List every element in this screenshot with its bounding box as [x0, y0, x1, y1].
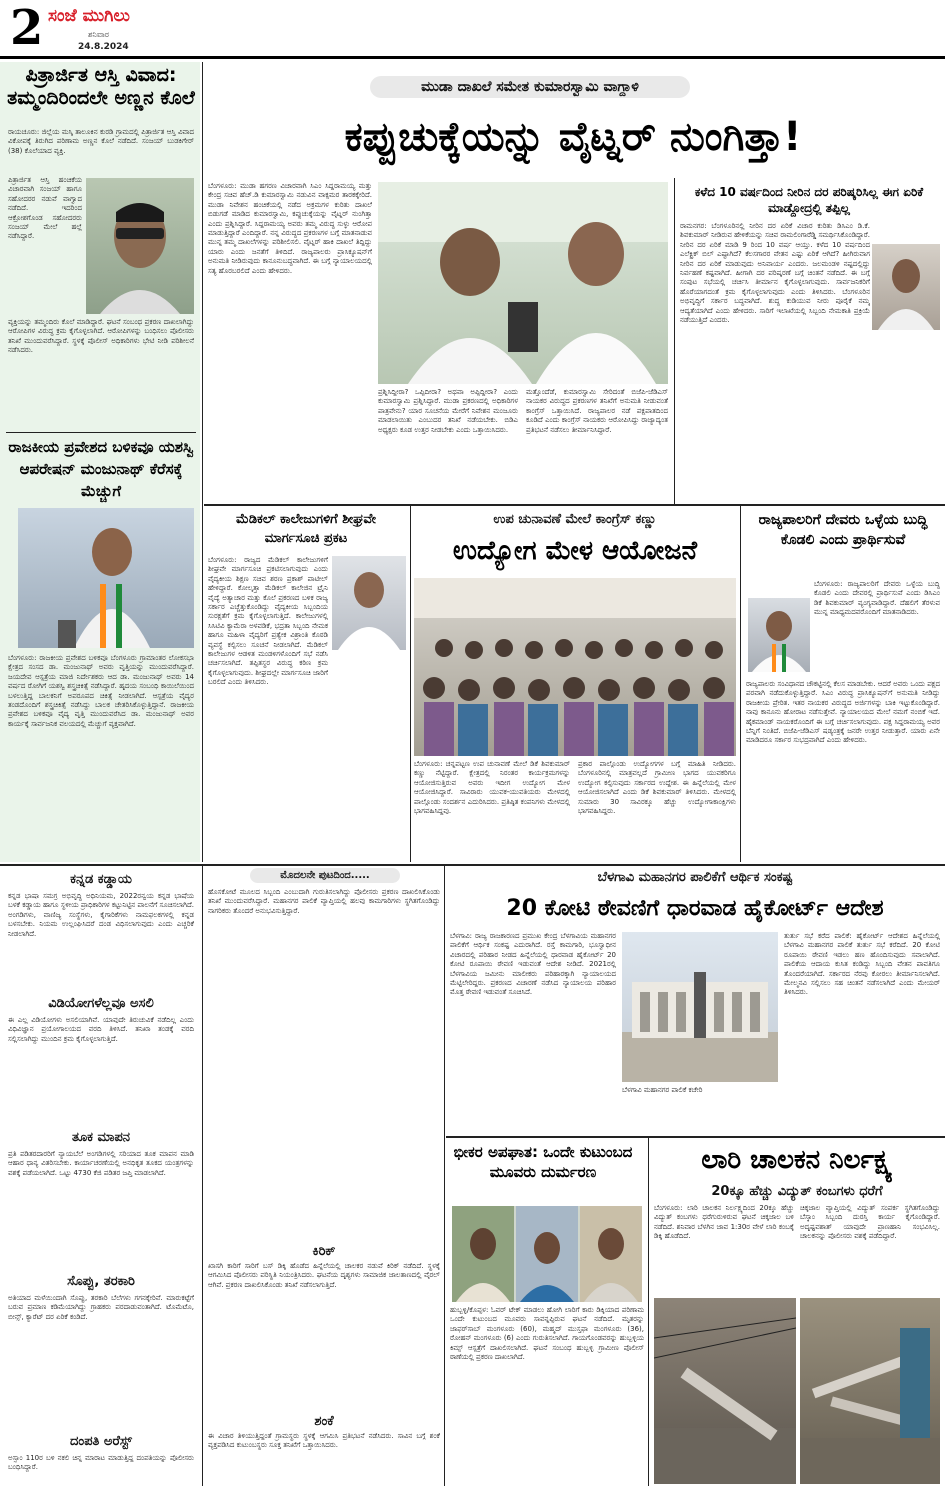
page-number: 2 — [10, 0, 44, 56]
article-body: ಈ ವಿಚಾರ ತಿಳಿಯುತ್ತಿದ್ದಂತೆ ಗ್ರಾಮಸ್ಥರು ಸ್ಥಳಕ್ಕೆ ಆಗಮಿಸಿ ಪ್ರತಿಭಟನೆ ನಡೆಸಿದರು. ಸಾವಿನ ಬಗ್ಗೆ ಶಂಕೆ ವ್ಯಕ್ತಪಡಿಸಿದ ಕುಟುಂಬಸ್ಥರು ಸೂಕ್ತ ತನಿಖೆಗೆ ಒತ್ತಾಯಿಸಿದರು. — [208, 1432, 440, 1450]
article-body: ಬೆಂಗಳೂರು: ಮುಡಾ ಹಗರಣ ವಿಚಾರವಾಗಿ ಸಿಎಂ ಸಿದ್ದರಾಮಯ್ಯ ಮತ್ತು ಕೇಂದ್ರ ಸಚಿವ ಹೆಚ್.ಡಿ ಕುಮಾರಸ್ವಾಮಿ ನಡುವಿನ ವಾಕ್ಸಮರ ತಾರಕಕ್ಕೇರಿದೆ. ಮುಡಾ ನಿವೇಶನ ಹಂಚಿಕೆಯಲ್ಲಿ ನಡೆದ ಅಕ್ರಮಗಳ ಕುರಿತು ದಾಖಲೆ ಬಿಡುಗಡೆ ಮಾಡಿದ ಕುಮಾರಸ್ವಾಮಿ, ಕಪ್ಪುಚುಕ್ಕೆಯನ್ನು ವೈಟ್ನರ್ ನುಂಗಿತ್ತಾ ಎಂದು ಪ್ರಶ್ನಿಸಿದ್ದಾರೆ. ಸಿದ್ದರಾಮಯ್ಯ ಅವರು ತಮ್ಮ ವಿರುದ್ಧ ಸುಳ್ಳು ಆರೋಪ ಮಾಡುತ್ತಿದ್ದಾರೆ ಎಂದಿದ್ದಾರೆ. ನನ್ನ ವಿರುದ್ಧದ ಪ್ರಕರಣಗಳ ಬಗ್ಗೆ ಮಾತನಾಡುವ ಮುನ್ನ ತಮ್ಮ ದಾಖಲೆಗಳನ್ನು ಪರಿಶೀಲಿಸಲಿ. ವೈಟ್ನರ್ ಹಾಕಿ ದಾಖಲೆ ತಿದ್ದಿದ್ದು ಯಾರು ಎಂದು ಜನತೆಗೆ ತಿಳಿದಿದೆ. ರಾಜ್ಯಪಾಲರು ಪ್ರಾಸಿಕ್ಯೂಷನ್‌ಗೆ ಅನುಮತಿ ನೀಡಿರುವುದು ಕಾನೂನುಬದ್ಧವಾಗಿದೆ. ಈ ಬಗ್ಗೆ ನ್ಯಾಯಾಲಯದಲ್ಲಿ ಸತ್ಯ ಹೊರಬರಲಿದೆ ಎಂದು ಹೇಳಿದರು. — [208, 182, 372, 275]
crowd-illustration — [414, 578, 736, 756]
lead-photo-illustration — [378, 182, 668, 384]
medical-headline: ಮೆಡಿಕಲ್ ಕಾಲೇಜುಗಳಿಗೆ ಶೀಘ್ರವೇ ಮಾರ್ಗಸೂಚಿ ಪ್ರಕಟ — [235, 512, 377, 546]
article-body: ಹೊಸಕೋಟೆ ಮೂಲದ ಸಿಬ್ಬಂದಿ ಎಂಬುದಾಗಿ ಗುರುತಿಸಲಾಗಿದ್ದು ಪೊಲೀಸರು ಪ್ರಕರಣ ದಾಖಲಿಸಿಕೊಂಡು ತನಿಖೆ ಮುಂದುವರೆಸಿದ್ದಾರೆ. ಮಹಾನಗರ ಪಾಲಿಕೆ ವ್ಯಾಪ್ತಿಯಲ್ಲಿ ಹಲವು ಕಾಮಗಾರಿಗಳು ಸ್ಥಗಿತಗೊಂಡಿದ್ದು ನಾಗರಿಕರು ತೊಂದರೆ ಅನುಭವಿಸುತ್ತಿದ್ದಾರೆ. — [208, 888, 440, 915]
subheading-weights: ತೂಕ ಮಾಪನ — [71, 1130, 131, 1145]
dks-illustration — [748, 598, 810, 672]
belagavi-kicker: ಬೆಳಗಾವಿ ಮಹಾನಗರ ಪಾಲಿಕೆಗೆ ಆರ್ಥಿಕ ಸಂಕಷ್ಟ — [597, 870, 793, 885]
article-body: ಬೆಂಗಳೂರು: ರಾಜ್ಯದ ಮೆಡಿಕಲ್ ಕಾಲೇಜುಗಳಿಗೆ ಶೀಘ್ರವೇ ಮಾರ್ಗಸೂಚಿ ಪ್ರಕಟಿಸಲಾಗುವುದು ಎಂದು ವೈದ್ಯಕೀಯ ಶಿಕ್ಷಣ ಸಚಿವ ಶರಣ ಪ್ರಕಾಶ್ ಪಾಟೀಲ್ ಹೇಳಿದ್ದಾರೆ. ಕೋಲ್ಕತ್ತಾ ಮೆಡಿಕಲ್ ಕಾಲೇಜಿನ ಟ್ರೈನಿ ವೈದ್ಯೆ ಅತ್ಯಾಚಾರ ಮತ್ತು ಕೊಲೆ ಪ್ರಕರಣದ ಬಳಿಕ ರಾಜ್ಯ ಸರ್ಕಾರ ಎಚ್ಚೆತ್ತುಕೊಂಡಿದ್ದು ವೈದ್ಯಕೀಯ ಸಿಬ್ಬಂದಿಯ ಸುರಕ್ಷತೆಗೆ ಕ್ರಮ ಕೈಗೊಳ್ಳಲಾಗುತ್ತಿದೆ. ಕಾಲೇಜುಗಳಲ್ಲಿ ಸಿಸಿಟಿವಿ ಕ್ಯಾಮೆರಾ ಅಳವಡಿಕೆ, ಭದ್ರತಾ ಸಿಬ್ಬಂದಿ ನೇಮಕ ಹಾಗೂ ಮಹಿಳಾ ವೈದ್ಯರಿಗೆ ಪ್ರತ್ಯೇಕ ವಿಶ್ರಾಂತಿ ಕೊಠಡಿ ವ್ಯವಸ್ಥೆ ಕಲ್ಪಿಸಲು ಸೂಚನೆ ನೀಡಲಾಗಿದೆ. ಮೆಡಿಕಲ್ ಕಾಲೇಜುಗಳ ಆಡಳಿತ ಮಂಡಳಿಗಳೊಂದಿಗೆ ಸಭೆ ನಡೆಸಿ ಚರ್ಚಿಸಲಾಗಿದೆ. ತಪ್ಪಿತಸ್ಥರ ವಿರುದ್ಧ ಕಠಿಣ ಕ್ರಮ ಕೈಗೊಳ್ಳಲಾಗುವುದು. ಶೀಘ್ರದಲ್ಲೇ ಮಾರ್ಗಸೂಚಿ ಜಾರಿಗೆ ಬರಲಿದೆ ಎಂದು ತಿಳಿಸಿದರು. — [208, 556, 328, 687]
article-body: ಬೆಂಗಳೂರು: ಚನ್ನಪಟ್ಟಣ ಉಪ ಚುನಾವಣೆ ಮೇಲೆ ಡಿಕೆ ಶಿವಕುಮಾರ್ ಕಣ್ಣು ನೆಟ್ಟಿದ್ದಾರೆ. ಕ್ಷೇತ್ರದಲ್ಲಿ ನಿರಂತರ ಕಾರ್ಯಕ್ರಮಗಳನ್ನು ಆಯೋಜಿಸುತ್ತಿರುವ ಅವರು ಇದೀಗ ಉದ್ಯೋಗ ಮೇಳ ಆಯೋಜಿಸಿದ್ದಾರೆ. ಸಾವಿರಾರು ಯುವಕ-ಯುವತಿಯರು ಮೇಳದಲ್ಲಿ ಪಾಲ್ಗೊಂಡು ಸಂದರ್ಶನ ಎದುರಿಸಿದರು. ಪ್ರತಿಷ್ಠಿತ ಕಂಪನಿಗಳು ಮೇಳದಲ್ಲಿ ಭಾಗವಹಿಸಿದ್ದವು. — [414, 760, 570, 816]
governor-headline: ರಾಜ್ಯಪಾಲರಿಗೆ ದೇವರು ಒಳ್ಳೆಯ ಬುದ್ಧಿ ಕೊಡಲಿ ಎಂದು ಪ್ರಾರ್ಥಿಸುವೆ — [758, 512, 928, 548]
article-body: ಖಾಸಗಿ ಕಾರಿಗೆ ಸಾರಿಗೆ ಬಸ್ ಡಿಕ್ಕಿ ಹೊಡೆದ ಹಿನ್ನೆಲೆಯಲ್ಲಿ ಚಾಲಕರ ನಡುವೆ ಕಿರಿಕ್ ನಡೆದಿದೆ. ಸ್ಥಳಕ್ಕೆ ಆಗಮಿಸಿದ ಪೊಲೀಸರು ಪರಿಸ್ಥಿತಿ ನಿಯಂತ್ರಿಸಿದರು. ಘಟನೆಯ ದೃಶ್ಯಗಳು ಸಾಮಾಜಿಕ ಜಾಲತಾಣದಲ್ಲಿ ವೈರಲ್ ಆಗಿವೆ. ಪ್ರಕರಣ ದಾಖಲಿಸಿಕೊಂಡು ತನಿಖೆ ನಡೆಸಲಾಗುತ್ತಿದೆ. — [208, 1262, 440, 1289]
minister-photo — [872, 244, 940, 330]
article-body: ಬೆಂಗಳೂರು: ಲಾರಿ ಚಾಲಕನ ನಿರ್ಲಕ್ಷ್ಯದಿಂದ 20ಕ್ಕೂ ಹೆಚ್ಚು ವಿದ್ಯುತ್ ಕಂಬಗಳು ಧರೆಗುರುಳಿರುವ ಘಟನೆ ಚಿಕ್ಕಜಾಲ ಬಳಿ ನಡೆದಿದೆ. ಶನಿವಾರ ಬೆಳಗಿನ ಜಾವ 1:30ರ ವೇಳೆ ಲಾರಿ ಕಂಬಕ್ಕೆ ಡಿಕ್ಕಿ ಹೊಡೆದಿದೆ. — [654, 1204, 794, 1241]
masthead-date: 24.8.2024 — [78, 42, 129, 52]
kannada-headline: ಕನ್ನಡ ಕಡ್ಡಾಯ — [70, 872, 132, 887]
lorry-subhead: 20ಕ್ಕೂ ಹೆಚ್ಚು ವಿದ್ಯುತ್ ಕಂಬಗಳು ಧರೆಗೆ — [711, 1184, 883, 1199]
article-body: ರಾಜ್ಯಪಾಲರು ಸಂವಿಧಾನದ ಚೌಕಟ್ಟಿನಲ್ಲಿ ಕೆಲಸ ಮಾಡಬೇಕು. ಆದರೆ ಅವರು ಒಂದು ಪಕ್ಷದ ಪರವಾಗಿ ನಡೆದುಕೊಳ್ಳುತ್ತಿದ್ದಾರೆ. ಸಿಎಂ ವಿರುದ್ಧ ಪ್ರಾಸಿಕ್ಯೂಷನ್‌ಗೆ ಅನುಮತಿ ನೀಡಿದ್ದು ರಾಜಕೀಯ ಪ್ರೇರಿತ. ಇತರ ನಾಯಕರ ವಿರುದ್ಧದ ಅರ್ಜಿಗಳನ್ನು ಬಾಕಿ ಇಟ್ಟುಕೊಂಡಿದ್ದಾರೆ. ನಾವು ಕಾನೂನು ಹೋರಾಟ ನಡೆಸುತ್ತೇವೆ. ನ್ಯಾಯಾಲಯದ ಮೇಲೆ ನಮಗೆ ನಂಬಿಕೆ ಇದೆ. ಹೈಕಮಾಂಡ್ ನಾಯಕರೊಂದಿಗೆ ಈ ಬಗ್ಗೆ ಚರ್ಚಿಸಲಾಗುವುದು. ಪಕ್ಷ ಸಿದ್ದರಾಮಯ್ಯ ಅವರ ಬೆನ್ನಿಗೆ ನಿಂತಿದೆ. ಬಿಜೆಪಿ-ಜೆಡಿಎಸ್ ಷಡ್ಯಂತ್ರಕ್ಕೆ ಜನರೇ ಉತ್ತರ ನೀಡುತ್ತಾರೆ. ಯಾರು ಏನೇ ಮಾಡಿದರೂ ಸರ್ಕಾರ ಸುಭದ್ರವಾಗಿದೆ ಎಂದು ಹೇಳಿದರು. — [746, 680, 940, 745]
column-rule — [444, 866, 445, 1486]
lead-headline: ಕಪ್ಪುಚುಕ್ಕೆಯನ್ನು ವೈಟ್ನರ್ ನುಂಗಿತ್ತಾ! — [344, 114, 802, 160]
job-fair-headline: ಉದ್ಯೋಗ ಮೇಳ ಆಯೋಜನೆ — [452, 536, 698, 566]
photo-caption: ಬೆಳಗಾವಿ ಮಹಾನಗರ ಪಾಲಿಕೆ ಕಚೇರಿ — [622, 1086, 703, 1094]
headline: ಪಿತ್ರಾರ್ಜಿತ ಆಸ್ತಿ ವಿವಾದ: ತಮ್ಮಂದಿರಿಂದಲೇ ಅಣ್ಣನ ಕೊಲೆ — [7, 64, 195, 109]
article-body: ಮತ್ತೊಂದೆಡೆ, ಕುಮಾರಸ್ವಾಮಿ ಸೇರಿದಂತೆ ಬಿಜೆಪಿ-ಜೆಡಿಎಸ್ ನಾಯಕರ ವಿರುದ್ಧದ ಪ್ರಕರಣಗಳ ತನಿಖೆಗೆ ಅನುಮತಿ ನೀಡುವಂತೆ ಕಾಂಗ್ರೆಸ್ ಒತ್ತಾಯಿಸಿದೆ. ರಾಜ್ಯಪಾಲರ ನಡೆ ಪಕ್ಷಪಾತದಿಂದ ಕೂಡಿದೆ ಎಂದು ಕಾಂಗ್ರೆಸ್ ನಾಯಕರು ಆರೋಪಿಸಿದ್ದು ರಾಜ್ಯಾದ್ಯಂತ ಪ್ರತಿಭಟನೆ ನಡೆಸಲು ತೀರ್ಮಾನಿಸಿದ್ದಾರೆ. — [526, 388, 668, 434]
article-body: ಪ್ರಕಾರ ಪಾಲ್ಗೊಂಡು ಉದ್ಯೋಗಗಳ ಬಗ್ಗೆ ಮಾಹಿತಿ ನೀಡಿದರು. ಬೆಂಗಳೂರಿನಲ್ಲಿ ಮಾತ್ರವಲ್ಲದೆ ಗ್ರಾಮೀಣ ಭಾಗದ ಯುವಕರಿಗೂ ಉದ್ಯೋಗ ಕಲ್ಪಿಸುವುದು ಸರ್ಕಾರದ ಉದ್ದೇಶ. ಈ ಹಿನ್ನೆಲೆಯಲ್ಲಿ ಮೇಳ ಆಯೋಜಿಸಲಾಗಿದೆ ಎಂದು ಡಿಕೆ ಶಿವಕುಮಾರ್ ತಿಳಿಸಿದರು. ಮೇಳದಲ್ಲಿ ಸುಮಾರು 30 ಸಾವಿರಕ್ಕೂ ಹೆಚ್ಚು ಉದ್ಯೋಗಾಕಾಂಕ್ಷಿಗಳು ಭಾಗವಹಿಸಿದ್ದರು. — [578, 760, 736, 816]
column-rule — [674, 178, 675, 504]
article-body: ಬೆಂಗಳೂರು: ರಾಜ್ಯಪಾಲರಿಗೆ ದೇವರು ಒಳ್ಳೆಯ ಬುದ್ಧಿ ಕೊಡಲಿ ಎಂದು ದೇವರಲ್ಲಿ ಪ್ರಾರ್ಥಿಸುವೆ ಎಂದು ಡಿಸಿಎಂ ಡಿಕೆ ಶಿವಕುಮಾರ್ ವ್ಯಂಗ್ಯವಾಡಿದ್ದಾರೆ. ದೆಹಲಿಗೆ ತೆರಳುವ ಮುನ್ನ ಮಾಧ್ಯಮದವರೊಂದಿಗೆ ಮಾತನಾಡಿದರು. — [814, 580, 940, 617]
medical-minister-illustration — [332, 556, 406, 650]
masthead-day: ಶನಿವಾರ — [88, 30, 110, 39]
article-body: ಅಸ್ಸಾಂ 110ರ ಬಳಿ ನಕಲಿ ಚಿನ್ನ ಮಾರಾಟ ಮಾಡುತ್ತಿದ್ದ ದಂಪತಿಯನ್ನು ಪೊಲೀಸರು ಬಂಧಿಸಿದ್ದಾರೆ. — [8, 1454, 194, 1472]
fallen-poles-photo-2 — [800, 1298, 940, 1484]
article-body: ರಾಯಚೂರು: ಜಿಲ್ಲೆಯ ಮಸ್ಕಿ ತಾಲೂಕಿನ ಕುರಡಿ ಗ್ರಾಮದಲ್ಲಿ ಪಿತ್ರಾರ್ಜಿತ ಆಸ್ತಿ ವಿವಾದ ವಿಕೋಪಕ್ಕೆ ತಿರುಗಿದ ಪರಿಣಾಮ ಅಣ್ಣನ ಕೊಲೆ ನಡೆದಿದೆ. ಸಂಜಯ್ ಬುಡಕಿಗೇರ್ (38) ಕೊಲೆಯಾದ ವ್ಯಕ್ತಿ. — [8, 128, 194, 155]
column-rule — [202, 62, 203, 862]
article-body: ಹುಬ್ಬಳ್ಳಿ/ಕೊಪ್ಪಳ: ಓವರ್ ಟೇಕ್ ಮಾಡಲು ಹೋಗಿ ಲಾರಿಗೆ ಕಾರು ಡಿಕ್ಕಿಯಾದ ಪರಿಣಾಮ ಒಂದೇ ಕುಟುಂಬದ ಮೂವರು ಸಾವನ್ನಪ್ಪಿರುವ ಘಟನೆ ನಡೆದಿದೆ. ಮೃತರನ್ನು ಜಾಫರ್‌ಸಾಬ್ ಮಂಗಳೂರು (60), ಮಹ್ಮದ್ ಮುಸ್ತಫಾ ಮಂಗಳೂರು (36), ರೋಹನ್ ಮಂಗಳೂರು (6) ಎಂದು ಗುರುತಿಸಲಾಗಿದೆ. ಗಾಯಗೊಂಡವರನ್ನು ಹುಬ್ಬಳ್ಳಿಯ ಕಿಮ್ಸ್ ಆಸ್ಪತ್ರೆಗೆ ದಾಖಲಿಸಲಾಗಿದೆ. ಘಟನೆ ಸಂಬಂಧ ಹುಬ್ಬಳ್ಳಿ ಗ್ರಾಮೀಣ ಪೊಲೀಸ್ ಠಾಣೆಯಲ್ಲಿ ಪ್ರಕರಣ ದಾಖಲಾಗಿದೆ. — [450, 1306, 644, 1362]
speaker-photo — [18, 508, 194, 648]
column-rule — [648, 1138, 649, 1486]
headline: ರಾಜಕೀಯ ಪ್ರವೇಶದ ಬಳಿಕವೂ ಯಶಸ್ವಿ ಆಪರೇಷನ್ ಮಂಜುನಾಥ್ ಕೆರೆಸಕ್ಕೆ ಮೆಚ್ಚುಗೆ — [8, 438, 194, 500]
lorry-headline: ಲಾರಿ ಚಾಲಕನ ನಿರ್ಲಕ್ಷ್ಯ — [701, 1145, 893, 1175]
article-body: ಬೆಳಗಾವಿ: ರಾಜ್ಯ ರಾಜಕಾರಣದ ಪ್ರಮುಖ ಕೇಂದ್ರ ಬೆಳಗಾವಿಯ ಮಹಾನಗರ ಪಾಲಿಕೆಗೆ ಆರ್ಥಿಕ ಸಂಕಷ್ಟ ಎದುರಾಗಿದೆ. ರಸ್ತೆ ಕಾಮಗಾರಿ, ಭೂಸ್ವಾಧೀನ ವಿಚಾರದಲ್ಲಿ ಪರಿಹಾರ ನೀಡದ ಹಿನ್ನೆಲೆಯಲ್ಲಿ ಧಾರವಾಡ ಹೈಕೋರ್ಟ್ 20 ಕೋಟಿ ರೂಪಾಯಿ ಠೇವಣಿ ಇಡುವಂತೆ ಆದೇಶ ನೀಡಿದೆ. 2021ರಲ್ಲಿ ಬೆಳಗಾವಿಯ ಜಮೀನು ಮಾಲೀಕರು ಪರಿಹಾರಕ್ಕಾಗಿ ನ್ಯಾಯಾಲಯದ ಮೆಟ್ಟಿಲೇರಿದ್ದರು. ಪ್ರಕರಣದ ವಿಚಾರಣೆ ನಡೆಸಿದ ನ್ಯಾಯಾಲಯ ಪರಿಹಾರ ಮೊತ್ತ ಠೇವಣಿ ಇಡುವಂತೆ ಸೂಚಿಸಿದೆ. — [450, 932, 616, 997]
job-fair-crowd-photo — [414, 578, 736, 756]
victims-photos — [452, 1206, 642, 1302]
accident-headline: ಭೀಕರ ಅಪಘಾತ: ಒಂದೇ ಕುಟುಂಬದ ಮೂವರು ದುರ್ಮರಣ — [453, 1143, 633, 1181]
article-body: ತುರ್ತು ಸಭೆ ಕರೆದ ಪಾಲಿಕೆ: ಹೈಕೋರ್ಟ್ ಆದೇಶದ ಹಿನ್ನೆಲೆಯಲ್ಲಿ ಬೆಳಗಾವಿ ಮಹಾನಗರ ಪಾಲಿಕೆ ತುರ್ತು ಸಭೆ ಕರೆದಿದೆ. 20 ಕೋಟಿ ರೂಪಾಯಿ ಠೇವಣಿ ಇಡಲು ಹಣ ಹೊಂದಿಸುವುದು ಸವಾಲಾಗಿದೆ. ಪಾಲಿಕೆಯ ಆದಾಯ ಕುಸಿತ ಕಂಡಿದ್ದು ಸಿಬ್ಬಂದಿ ವೇತನ ಪಾವತಿಗೂ ತೊಂದರೆಯಾಗಿದೆ. ಸರ್ಕಾರದ ನೆರವು ಕೋರಲು ತೀರ್ಮಾನಿಸಲಾಗಿದೆ. ಮೇಲ್ಮನವಿ ಸಲ್ಲಿಸಲು ಸಹ ಚಿಂತನೆ ನಡೆಸಲಾಗಿದೆ ಎಂದು ಮೇಯರ್ ತಿಳಿಸಿದರು. — [784, 932, 940, 997]
fallen-pole-illustration — [800, 1298, 940, 1484]
article-body: ವ್ಯಕ್ತಿಯನ್ನು ತಮ್ಮಂದಿರು ಕೊಲೆ ಮಾಡಿದ್ದಾರೆ. ಘಟನೆ ಸಂಬಂಧ ಪ್ರಕರಣ ದಾಖಲಾಗಿದ್ದು ಆರೋಪಿಗಳ ವಿರುದ್ಧ ಕ್ರಮ ಕೈಗೊಳ್ಳಲಾಗಿದೆ. ಆರೋಪಿಗಳನ್ನು ಬಂಧಿಸಲು ಪೊಲೀಸರು ತನಿಖೆ ಮುಂದುವರೆಸಿದ್ದಾರೆ. ಸ್ಥಳಕ್ಕೆ ಪೊಲೀಸ್ ಅಧಿಕಾರಿಗಳು ಭೇಟಿ ನೀಡಿ ಪರಿಶೀಲನೆ ನಡೆಸಿದರು. — [8, 318, 194, 355]
article-body: ಬೆಂಗಳೂರು: ರಾಜಕೀಯ ಪ್ರವೇಶದ ಬಳಿಕವೂ ಬೆಂಗಳೂರು ಗ್ರಾಮಾಂತರ ಲೋಕಸಭಾ ಕ್ಷೇತ್ರದ ಸಂಸದ ಡಾ. ಮಂಜುನಾಥ್ ಅವರು ವೃತ್ತಿಯನ್ನು ಮುಂದುವರೆಸಿದ್ದಾರೆ. ಜಯದೇವ ಆಸ್ಪತ್ರೆಯ ಮಾಜಿ ನಿರ್ದೇಶಕರು ಆದ ಡಾ. ಮಂಜುನಾಥ್ ಅವರು 14 ವರ್ಷದ ರೋಗಿಗೆ ಯಶಸ್ವಿ ಶಸ್ತ್ರಚಿಕಿತ್ಸೆ ನಡೆಸಿದ್ದಾರೆ. ಹೃದಯ ಸಂಬಂಧಿ ಕಾಯಿಲೆಯಿಂದ ಬಳಲುತ್ತಿದ್ದ ಬಾಲಕನಿಗೆ ಅಪರೂಪದ ಚಿಕಿತ್ಸೆ ನೀಡಲಾಗಿದೆ. ಆಸ್ಪತ್ರೆಯ ವೈದ್ಯರ ತಂಡದೊಂದಿಗೆ ಶಸ್ತ್ರಚಿಕಿತ್ಸೆ ನಡೆಸಿದ್ದು ಬಾಲಕ ಚೇತರಿಸಿಕೊಳ್ಳುತ್ತಿದ್ದಾನೆ. ರಾಜಕೀಯ ಪ್ರವೇಶದ ಬಳಿಕವೂ ವೈದ್ಯ ವೃತ್ತಿ ಮುಂದುವರೆಸಿದ ಡಾ. ಮಂಜುನಾಥ್ ಅವರ ಕಾರ್ಯಕ್ಕೆ ಸಾರ್ವಜನಿಕ ವಲಯದಲ್ಲಿ ಮೆಚ್ಚುಗೆ ವ್ಯಕ್ತವಾಗಿದೆ. — [8, 654, 194, 728]
speaker-illustration — [18, 508, 194, 648]
medical-minister-photo — [332, 556, 406, 650]
divider — [6, 432, 196, 433]
lead-photo — [378, 182, 668, 384]
subheading-suspicion: ಶಂಕೆ — [314, 1414, 334, 1429]
brand-name: ಸಂಜೆ ಮುಗಿಲು — [48, 6, 130, 26]
water-headline: ಕಳೆದ 10 ವರ್ಷದಿಂದ ನೀರಿನ ದರ ಪರಿಷ್ಕರಿಸಿಲ್ಲ ಈಗ ಏರಿಕೆ ಮಾಡ್ದೋದ್ರಲ್ಲಿ ತಪ್ಪಿಲ್ಲ — [694, 185, 924, 215]
column-rule — [410, 506, 411, 862]
dkshivakumar-photo — [748, 598, 810, 672]
subheading-vegetables: ಸೊಪ್ಪು, ತರಕಾರಿ — [67, 1274, 135, 1289]
column-rule — [740, 506, 741, 862]
story-property-dispute — [6, 64, 196, 110]
brand-logo — [48, 6, 178, 32]
lead-kicker: ಮುಡಾ ದಾಖಲೆ ಸಮೇತ ಕುಮಾರಸ್ವಾಮಿ ವಾಗ್ದಾಳಿ — [370, 76, 690, 98]
minister-illustration — [872, 244, 940, 330]
portrait-illustration — [86, 178, 194, 314]
subheading-videos: ವಿಡಿಯೋಗಳೆಲ್ಲವೂ ಅಸಲಿ — [48, 996, 154, 1011]
article-body: ಈ ಎಲ್ಲ ವಿಡಿಯೋಗಳು ಅಸಲಿಯಾಗಿವೆ. ಯಾವುದೇ ತಿರುಚುವಿಕೆ ನಡೆದಿಲ್ಲ ಎಂದು ವಿಧಿವಿಜ್ಞಾನ ಪ್ರಯೋಗಾಲಯದ ವರದಿ ತಿಳಿಸಿದೆ. ತನಿಖಾ ತಂಡಕ್ಕೆ ವರದಿ ಸಲ್ಲಿಸಲಾಗಿದ್ದು ಮುಂದಿನ ಕ್ರಮ ಕೈಗೊಳ್ಳಲಾಗುತ್ತಿದೆ. — [8, 1016, 194, 1043]
article-body: ರಾಮನಗರ: ಬೆಂಗಳೂರಿನಲ್ಲಿ ನೀರಿನ ದರ ಏರಿಕೆ ವಿಚಾರ ಕುರಿತು ಡಿಸಿಎಂ ಡಿ.ಕೆ. ಶಿವಕುಮಾರ್ ನೀಡಿರುವ ಹೇಳಿಕೆಯನ್ನು ಸಚಿವ ರಾಮಲಿಂಗಾರೆಡ್ಡಿ ಸಮರ್ಥಿಸಿಕೊಂಡಿದ್ದಾರೆ. ನೀರಿನ ದರ ಏರಿಕೆ ಮಾಡಿ 9 ರಿಂದ 10 ವರ್ಷ ಆಯ್ತು. ಕಳೆದ 10 ವರ್ಷದಿಂದ ಎಲೆಕ್ಟ್ರಿಕ್ ಬಿಲ್ ಎಷ್ಟಾಗಿದೆ? ಕೆಲಸಗಾರರ ವೇತನ ಎಷ್ಟು ಏರಿಕೆ ಆಗಿದೆ? ಹೀಗಿರುವಾಗ ನೀರಿನ ದರ ಏರಿಕೆ ಮಾಡುವುದು ಅನಿವಾರ್ಯ ಎಂದರು. ಜಲಮಂಡಳಿ ನಷ್ಟದಲ್ಲಿದ್ದು ನಿರ್ವಹಣೆ ಕಷ್ಟವಾಗಿದೆ. ಹೀಗಾಗಿ ದರ ಪರಿಷ್ಕರಣೆ ಬಗ್ಗೆ ಚಿಂತನೆ ನಡೆದಿದೆ. ಈ ಬಗ್ಗೆ ಸಂಪುಟ ಸಭೆಯಲ್ಲಿ ಚರ್ಚಿಸಿ ತೀರ್ಮಾನ ಕೈಗೊಳ್ಳಲಾಗುವುದು. ಸಾರ್ವಜನಿಕರಿಗೆ ಹೊರೆಯಾಗದಂತೆ ಕ್ರಮ ಕೈಗೊಳ್ಳಲಾಗುವುದು ಎಂದು ತಿಳಿಸಿದರು. ಬೆಂಗಳೂರಿನ ಅಭಿವೃದ್ಧಿಗೆ ಸರ್ಕಾರ ಬದ್ಧವಾಗಿದೆ. ಶುದ್ಧ ಕುಡಿಯುವ ನೀರು ಪೂರೈಕೆ ನಮ್ಮ ಆದ್ಯತೆಯಾಗಿದೆ ಎಂದು ಹೇಳಿದರು. ಸಾರಿಗೆ ಇಲಾಖೆಯಲ್ಲಿ ಸಿಬ್ಬಂದಿ ನೇಮಕಾತಿ ಪ್ರಕ್ರಿಯೆ ನಡೆಯುತ್ತಿದೆ ಎಂದರು. — [680, 222, 870, 325]
horizontal-rule — [0, 864, 945, 866]
victims-illustration — [452, 1206, 642, 1302]
fallen-pole-illustration — [654, 1298, 796, 1484]
fallen-poles-photo-1 — [654, 1298, 796, 1484]
article-body: ಪ್ರಶ್ನಿಸಿದ್ದೀರಾ? ಒಪ್ಪಿದೀರಾ? ಅಥವಾ ಅಪ್ಪಿದ್ದೀರಾ? ಎಂದು ಕುಮಾರಸ್ವಾಮಿ ಪ್ರಶ್ನಿಸಿದ್ದಾರೆ. ಮುಡಾ ಪ್ರಕರಣದಲ್ಲಿ ಅಧಿಕಾರಿಗಳ ಪಾತ್ರವೇನು? ಯಾರ ಸೂಚನೆಯ ಮೇರೆಗೆ ನಿವೇಶನ ಮಂಜೂರು ಮಾಡಲಾಯಿತು ಎಂಬುದರ ತನಿಖೆ ನಡೆಯಬೇಕು. ಬಿಡಿಎ ಅಧ್ಯಕ್ಷರು ಕೂಡ ಉತ್ತರ ನೀಡಬೇಕು ಎಂದು ಒತ್ತಾಯಿಸಿದರು. — [378, 388, 518, 434]
belagavi-headline: 20 ಕೋಟಿ ಠೇವಣಿಗೆ ಧಾರವಾಡ ಹೈಕೋರ್ಟ್ ಆದೇಶ — [506, 896, 884, 921]
masthead — [0, 0, 945, 58]
masthead-rule — [0, 56, 945, 59]
article-body: ಪಿತ್ರಾರ್ಜಿತ ಆಸ್ತಿ ಹಂಚಿಕೆಯ ವಿಚಾರವಾಗಿ ಸಂಜಯ್ ಹಾಗೂ ಸಹೋದರರ ನಡುವೆ ವಾಗ್ವಾದ ನಡೆದಿದೆ. ಇದರಿಂದ ಆಕ್ರೋಶಗೊಂಡ ಸಹೋದರರು ಸಂಜಯ್ ಮೇಲೆ ಹಲ್ಲೆ ನಡೆಸಿದ್ದಾರೆ. — [8, 176, 82, 241]
belagavi-building-photo — [622, 932, 778, 1082]
article-body: ಅತಿಯಾದ ಮಳೆಯಿಂದಾಗಿ ಸೊಪ್ಪು, ತರಕಾರಿ ಬೆಲೆಗಳು ಗಗನಕ್ಕೇರಿವೆ. ಮಾರುಕಟ್ಟೆಗೆ ಬರುವ ಪ್ರಮಾಣ ಕಡಿಮೆಯಾಗಿದ್ದು ಗ್ರಾಹಕರು ಪರದಾಡುವಂತಾಗಿದೆ. ಟೊಮೆಟೊ, ಬೀನ್ಸ್, ಕ್ಯಾರೆಟ್ ದರ ಏರಿಕೆ ಕಂಡಿದೆ. — [8, 1294, 194, 1321]
article-body: ಪ್ರತಿ ಪಡಿತರದಾರರಿಗೆ ನ್ಯಾಯಬೆಲೆ ಅಂಗಡಿಗಳಲ್ಲಿ ಸರಿಯಾದ ತೂಕ ಮಾಪನ ಮಾಡಿ ಆಹಾರ ಧಾನ್ಯ ವಿತರಿಸಬೇಕು. ಕಾರ್ಯಾಚರಣೆಯಲ್ಲಿ ಅನಧಿಕೃತ ತೂಕದ ಯಂತ್ರಗಳನ್ನು ವಶಕ್ಕೆ ಪಡೆಯಲಾಗಿದೆ. ಒಟ್ಟು 4730 ಕೆಜಿ ಪಡಿತರ ಜಪ್ತಿ ಮಾಡಲಾಗಿದೆ. — [8, 1150, 194, 1177]
portrait-photo — [86, 178, 194, 314]
column-rule — [202, 866, 203, 1486]
subheading-couple-arrest: ದಂಪತಿ ಅರೆಸ್ಟ್ — [70, 1434, 132, 1449]
article-body: ಚಿಕ್ಕಜಾಲ ವ್ಯಾಪ್ತಿಯಲ್ಲಿ ವಿದ್ಯುತ್ ಸಂಪರ್ಕ ಸ್ಥಗಿತಗೊಂಡಿದ್ದು ಬೆಸ್ಕಾಂ ಸಿಬ್ಬಂದಿ ದುರಸ್ತಿ ಕಾರ್ಯ ಕೈಗೊಂಡಿದ್ದಾರೆ. ಅದೃಷ್ಟವಶಾತ್ ಯಾವುದೇ ಪ್ರಾಣಹಾನಿ ಸಂಭವಿಸಿಲ್ಲ. ಚಾಲಕನನ್ನು ಪೊಲೀಸರು ವಶಕ್ಕೆ ಪಡೆದಿದ್ದಾರೆ. — [800, 1204, 940, 1241]
building-illustration — [622, 932, 778, 1082]
article-body: ಕನ್ನಡ ಭಾಷಾ ಸಮಗ್ರ ಅಭಿವೃದ್ಧಿ ಅಧಿನಿಯಮ, 2022ರನ್ವಯ ಕನ್ನಡ ಭಾಷೆಯ ಬಳಕೆ ಕಡ್ಡಾಯ ಹಾಗೂ ಸ್ಥಳೀಯ ಪ್ರಾಧಿಕಾರಿಗಳ ಕಟ್ಟುನಿಟ್ಟಿನ ಪಾಲನೆಗೆ ಸೂಚಿಸಲಾಗಿದೆ. ಅಂಗಡಿಗಳು, ವಾಣಿಜ್ಯ ಸಂಸ್ಥೆಗಳು, ಕೈಗಾರಿಕೆಗಳು ನಾಮಫಲಕಗಳಲ್ಲಿ ಕನ್ನಡ ಬಳಸಬೇಕು. ನಿಯಮ ಉಲ್ಲಂಘಿಸಿದರೆ ದಂಡ ವಿಧಿಸಲಾಗುವುದು ಎಂದು ಎಚ್ಚರಿಕೆ ನೀಡಲಾಗಿದೆ. — [8, 892, 194, 938]
horizontal-rule — [204, 504, 945, 506]
job-fair-kicker: ಉಪ ಚುನಾವಣೆ ಮೇಲೆ ಕಾಂಗ್ರೆಸ್ ಕಣ್ಣು — [493, 512, 657, 527]
subheading-kirik: ಕಿರಿಕ್ — [312, 1244, 336, 1259]
story-manjunath — [6, 436, 196, 502]
continued-kicker: ಮೊದಲನೇ ಪುಟದಿಂದ..... — [250, 868, 400, 883]
